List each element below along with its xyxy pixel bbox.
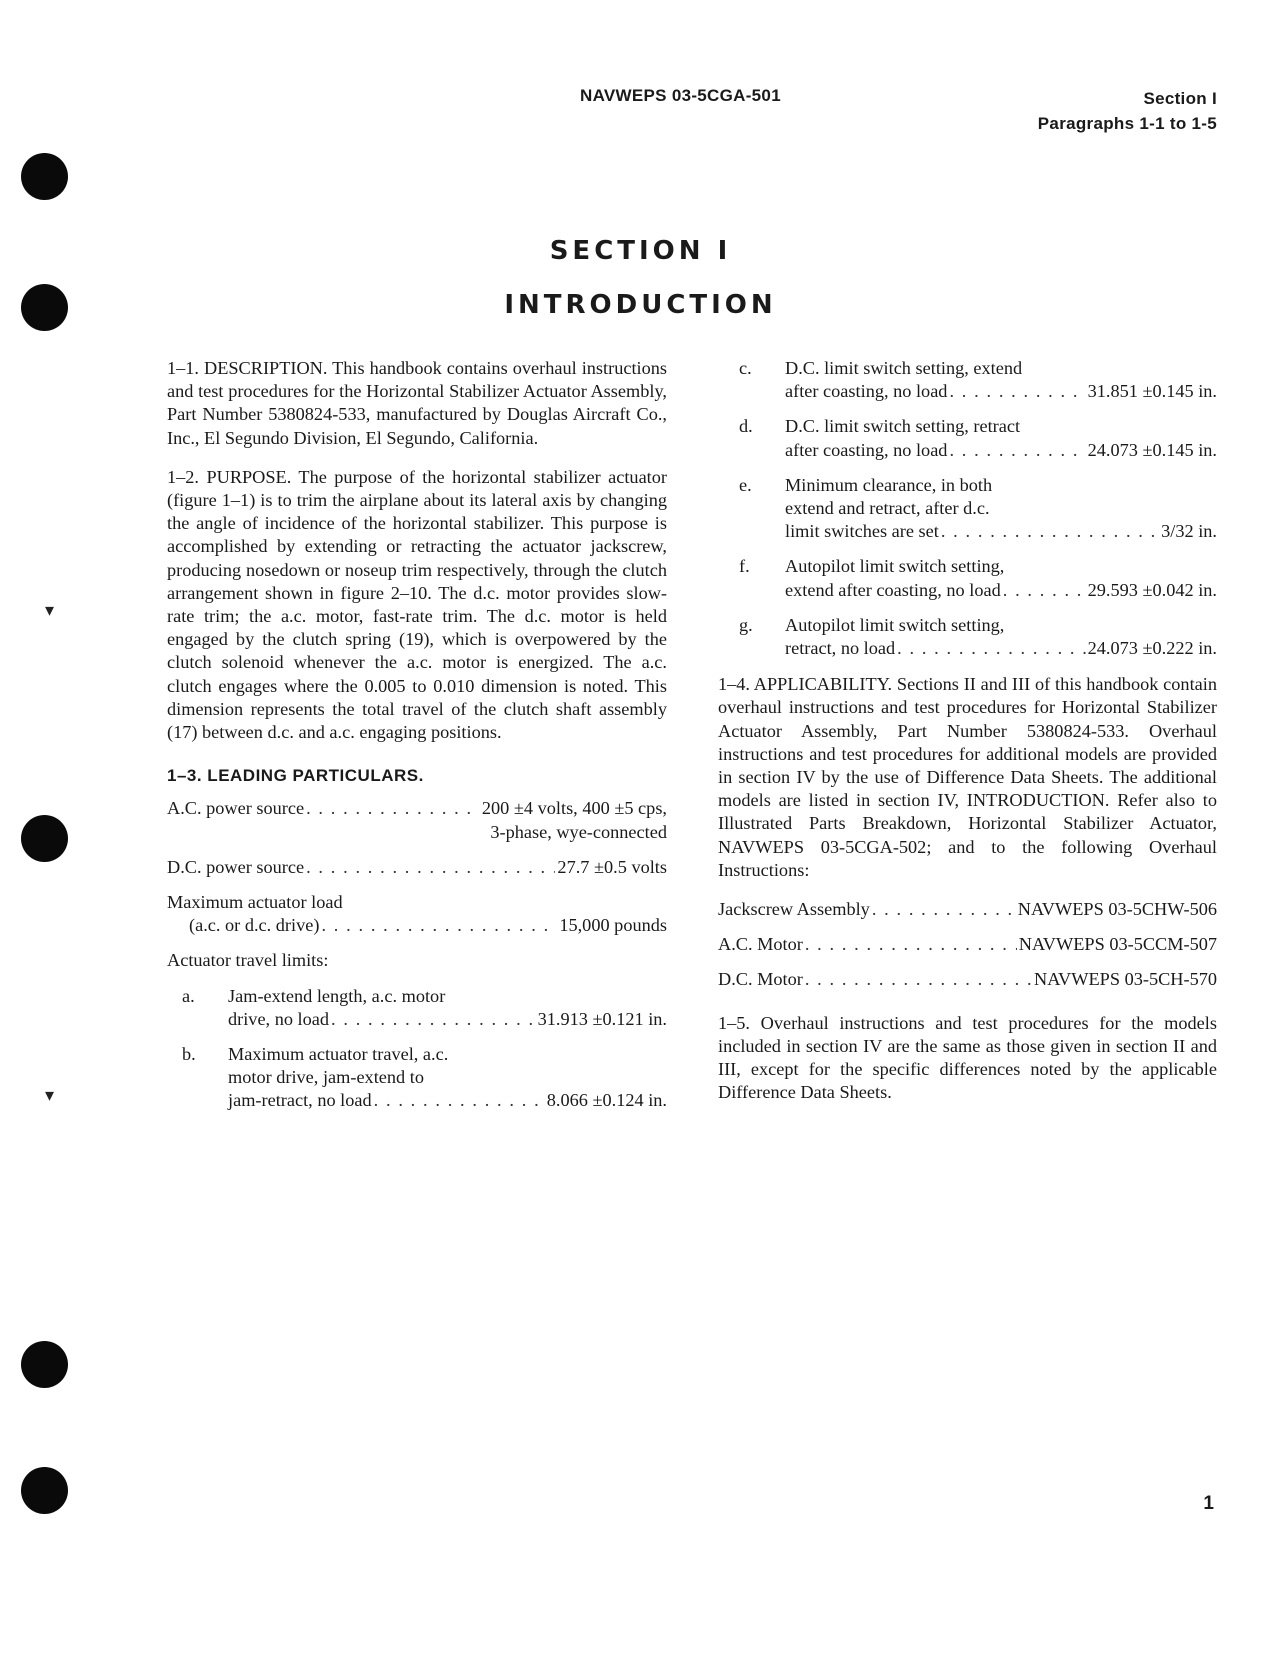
item-text-cont: after coasting, no load: [785, 381, 948, 402]
item-value: 24.073 ±0.145 in.: [1087, 439, 1217, 460]
list-item: [739, 555, 1217, 601]
reference-label: A.C. Motor: [718, 934, 803, 955]
right-column: [718, 357, 1217, 1120]
item-text: Autopilot limit switch setting,: [785, 614, 1005, 635]
dc-power-label: D.C. power source: [167, 856, 305, 877]
leader-dots: [321, 914, 557, 937]
leading-particulars-heading: 1–3. LEADING PARTICULARS.: [167, 766, 424, 786]
page-number: 1: [1203, 1493, 1214, 1514]
list-item: [739, 415, 1217, 461]
item-letter: g.: [739, 614, 753, 635]
reference-label: Jackscrew Assembly: [718, 899, 870, 920]
reference-value: NAVWEPS 03-5CCM-507: [1018, 934, 1217, 955]
max-load-value: 15,000 pounds: [559, 915, 667, 936]
ac-power-row: [167, 797, 667, 843]
item-text: D.C. limit switch setting, extend: [785, 358, 1023, 378]
paragraph-1-5: 1–5. Overhaul instructions and test procedures for the models included in section IV are the same as those given in section II and III, except for the specific differences noted by the applicable Difference Data Sheets.: [718, 1012, 1217, 1103]
item-value: 8.066 ±0.124 in.: [546, 1090, 667, 1111]
item-text: extend and retract, after d.c.: [785, 498, 990, 519]
ac-power-value: 200 ±4 volts, 400 ±5 cps,: [481, 798, 667, 819]
left-column: [167, 357, 667, 1125]
list-item: [739, 357, 1217, 403]
punch-hole: [21, 815, 68, 862]
max-load-row: [167, 891, 667, 937]
list-item: [182, 985, 667, 1031]
leader-dots: [1003, 579, 1086, 602]
item-text-cont: extend after coasting, no load: [785, 579, 1001, 600]
item-text: Minimum clearance, in both: [785, 474, 993, 495]
paragraph-purpose: 1–2. PURPOSE. The purpose of the horizontal stabilizer actuator (figure 1–1) is to trim the airplane about its lateral axis by changing the angle of incidence of the horizontal stabilizer. This purpose is accomplished by extending or retracting the actuator jackscrew, producing nosedown or noseup trim respectively, through the clutch arrangement shown in figure 2–10. The d.c. motor provides slow-rate trim; the a.c. motor, fast-rate trim. The d.c. motor is held engaged by the clutch spring (19), which is overpowered by the clutch solenoid whenever the a.c. motor is energized. The a.c. clutch engages where the 0.005 to 0.010 dimension is noted. This dimension represents the total travel of the clutch shaft assembly (17) between d.c. and a.c. engaging positions.: [167, 466, 667, 743]
leader-dots: [331, 1008, 536, 1031]
doc-number: NAVWEPS 03-5CGA-501: [580, 86, 781, 105]
reference-value: NAVWEPS 03-5CHW-506: [1017, 899, 1217, 920]
item-letter: d.: [739, 416, 753, 437]
particulars-list-continued: [718, 357, 1217, 660]
item-value: 3/32 in.: [1161, 521, 1217, 542]
item-text: motor drive, jam-extend to: [228, 1067, 424, 1088]
item-value: 29.593 ±0.042 in.: [1087, 579, 1217, 600]
reference-value: NAVWEPS 03-5CH-570: [1034, 969, 1217, 990]
section-label: Section I: [1143, 89, 1217, 108]
max-load-label: Maximum actuator load: [167, 892, 343, 913]
max-load-label-cont: (a.c. or d.c. drive): [189, 915, 320, 936]
ac-power-value-cont: 3-phase, wye-connected: [490, 821, 667, 842]
item-text-cont: limit switches are set: [785, 521, 939, 542]
item-value: 24.073 ±0.222 in.: [1087, 638, 1217, 659]
item-text-cont: after coasting, no load: [785, 439, 948, 460]
leader-dots: [306, 856, 555, 879]
item-value: 31.913 ±0.121 in.: [537, 1008, 667, 1029]
paragraphs-label: Paragraphs 1-1 to 1-5: [1037, 114, 1217, 133]
leader-dots: [872, 898, 1016, 921]
ac-power-label: A.C. power source: [167, 798, 305, 819]
item-letter: f.: [739, 556, 750, 577]
reference-row: [718, 968, 1217, 991]
reference-label: D.C. Motor: [718, 969, 803, 990]
travel-limits-heading: Actuator travel limits:: [167, 950, 329, 971]
leader-dots: [897, 637, 1085, 660]
leader-dots: [306, 797, 480, 820]
item-letter: b.: [182, 1044, 196, 1065]
list-item: [739, 614, 1217, 660]
page-title: INTRODUCTION: [504, 290, 777, 320]
item-text: Maximum actuator travel, a.c.: [228, 1044, 449, 1065]
punch-hole: [21, 1467, 68, 1514]
paragraph-description: 1–1. DESCRIPTION. This handbook contains overhaul instructions and test procedures for the Horizontal Stabilizer Actuator Assembly, Part Number 5380824-533, manufactured by Douglas Aircraft Co., Inc., El Segundo Division, El Segundo, California.: [167, 358, 667, 448]
section-title: SECTION I: [549, 236, 732, 266]
leader-dots: [949, 439, 1085, 462]
item-text-cont: jam-retract, no load: [228, 1090, 372, 1111]
item-letter: a.: [182, 985, 195, 1006]
item-text-cont: drive, no load: [228, 1008, 330, 1029]
paragraph-applicability: 1–4. APPLICABILITY. Sections II and III of this handbook contain overhaul instructions and test procedures for Horizontal Stabilizer Actuator Assembly, Part Number 5380824-533. Overhaul instructions and test procedures for additional models are provided in section IV by the use of Difference Data Sheets. The additional models are listed in section IV, INTRODUCTION. Refer also to Illustrated Parts Breakdown, Horizontal Stabilizer Actuator, NAVWEPS 03-5CGA-502; and to the following Overhaul Instructions:: [718, 674, 1217, 880]
list-item: [182, 1043, 667, 1113]
item-text: Jam-extend length, a.c. motor: [228, 985, 446, 1006]
leader-dots: [805, 968, 1032, 991]
section-info: [1038, 86, 1217, 136]
edge-mark: ▾: [45, 600, 55, 621]
punch-hole: [21, 1341, 68, 1388]
leader-dots: [949, 380, 1085, 403]
punch-hole: [21, 153, 68, 200]
dc-power-row: [167, 856, 667, 879]
item-value: 31.851 ±0.145 in.: [1087, 381, 1217, 402]
item-letter: c.: [739, 358, 752, 378]
leader-dots: [941, 520, 1159, 543]
dc-power-value: 27.7 ±0.5 volts: [557, 856, 667, 877]
item-text: Autopilot limit switch setting,: [785, 556, 1005, 577]
item-text: D.C. limit switch setting, retract: [785, 416, 1021, 437]
item-letter: e.: [739, 474, 752, 495]
item-text-cont: retract, no load: [785, 638, 896, 659]
reference-row: [718, 933, 1217, 956]
edge-mark: ▾: [45, 1085, 55, 1106]
reference-row: [718, 898, 1217, 921]
leader-dots: [374, 1089, 545, 1112]
leader-dots: [805, 933, 1017, 956]
list-item: [739, 474, 1217, 544]
